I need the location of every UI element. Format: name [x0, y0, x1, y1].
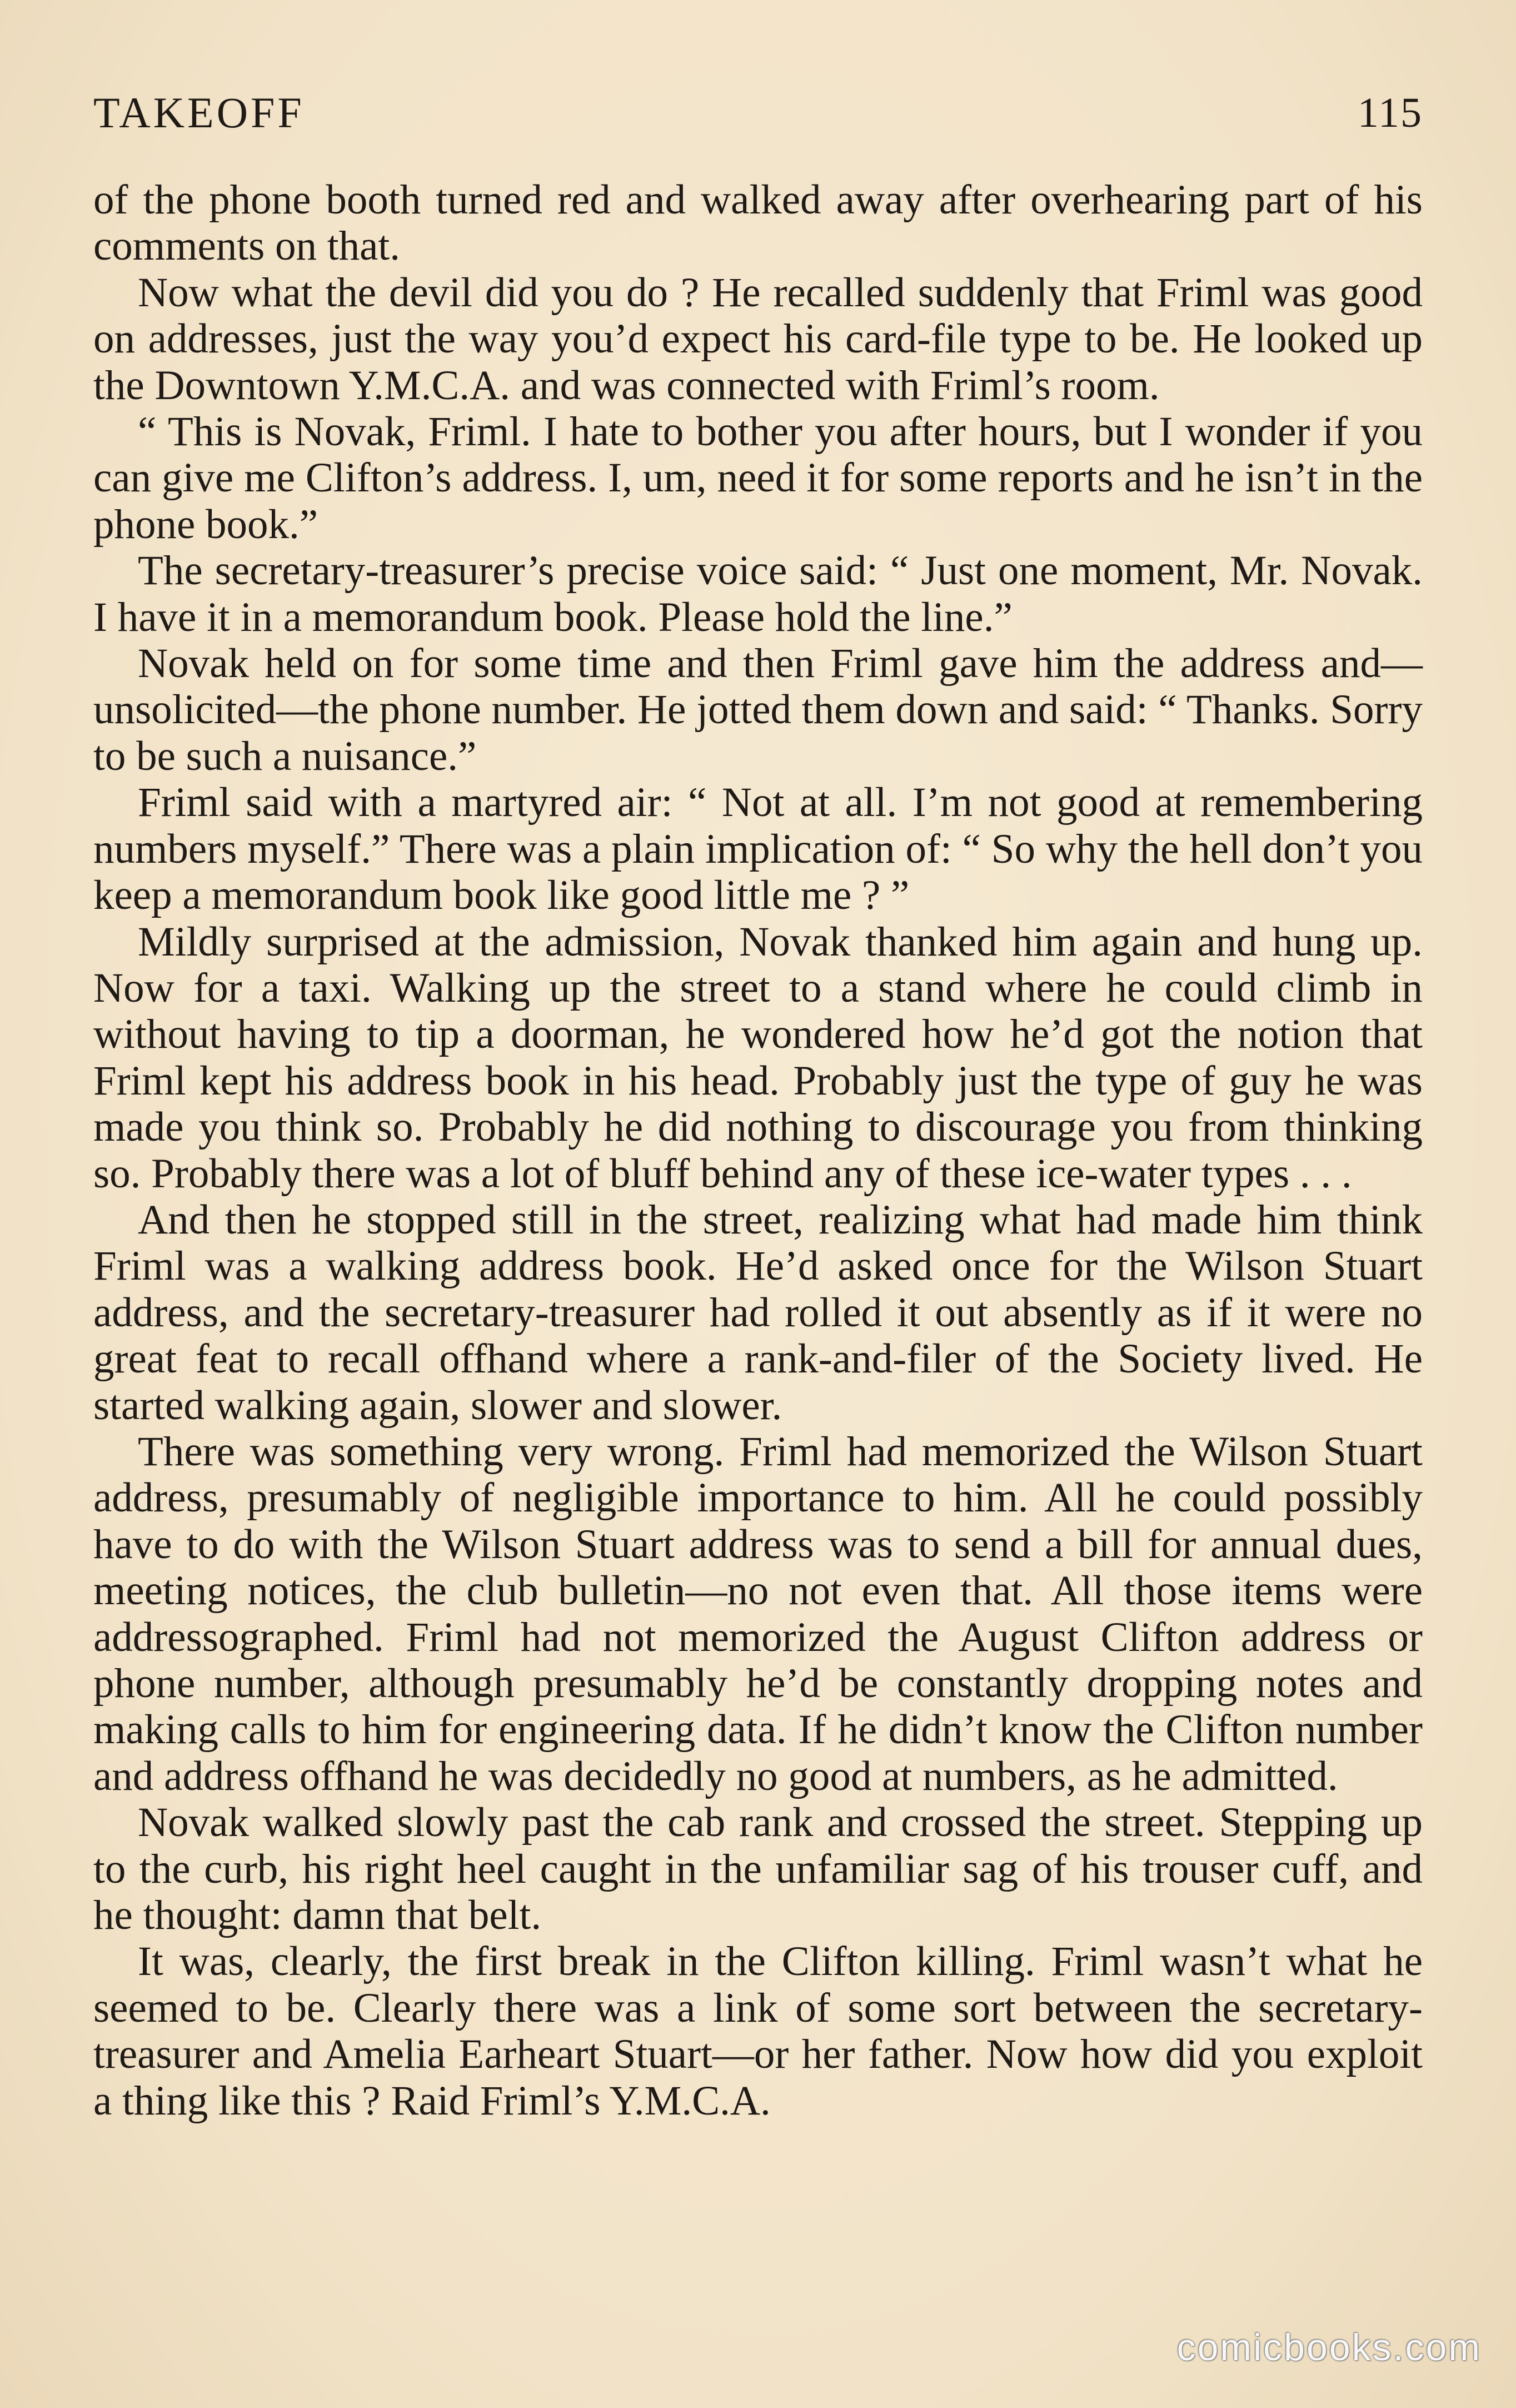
paragraph: of the phone booth turned red and walked away after overhearing part of his comments on that. — [93, 177, 1423, 270]
paragraph: And then he stopped still in the street, realizing what had made him think Friml was a walking address book. He’d asked once for the Wilson Stuart address, and the secretary-treasurer had rolled it out absently as if it were no great feat to recall offhand where a rank-and-filer of the Society lived. He started walking again, slower and slower. — [93, 1196, 1423, 1429]
paragraph: Now what the devil did you do ? He recalled suddenly that Friml was good on addresses, just the way you’d expect his card-file type to be. He looked up the Downtown Y.M.C.A. and was connected with Friml’s room. — [93, 269, 1423, 409]
paragraph: Novak held on for some time and then Friml gave him the address and—unsolicited—the phone number. He jotted them down and said: “ Thanks. Sorry to be such a nuisance.” — [93, 640, 1423, 779]
text-body — [93, 177, 1423, 2124]
paragraph: Mildly surprised at the admission, Novak thanked him again and hung up. Now for a taxi. Walking up the street to a stand where he could climb in without having to tip a doorman, he wondered how he’d got the notion that Friml kept his address book in his head. Probably just the type of guy he was made you think so. Probably he did nothing to discourage you from thinking so. Probably there was a lot of bluff behind any of these ice-water types . . . — [93, 918, 1423, 1197]
paragraph: Friml said with a martyred air: “ Not at all. I’m not good at remembering numbers myself.” There was a plain implication of: “ So why the hell don’t you keep a memorandum book like good little me ? ” — [93, 779, 1423, 919]
paragraph: It was, clearly, the first break in the Clifton killing. Friml wasn’t what he seemed to be. Clearly there was a link of some sort between the secretary-treasurer and Amelia Earheart Stuart—or her father. Now how did you exploit a thing like this ? Raid Friml’s Y.M.C.A. — [93, 1938, 1423, 2124]
running-title: TAKEOFF — [93, 88, 305, 137]
paragraph: Novak walked slowly past the cab rank and crossed the street. Stepping up to the curb, his right heel caught in the unfamiliar sag of his trouser cuff, and he thought: damn that belt. — [93, 1799, 1423, 1939]
page-number: 115 — [1357, 89, 1423, 136]
watermark: comicbooks.com — [1176, 2326, 1482, 2369]
paragraph: The secretary-treasurer’s precise voice said: “ Just one moment, Mr. Novak. I have it in a memorandum book. Please hold the line.” — [93, 548, 1423, 640]
running-head — [93, 82, 1423, 143]
paragraph: “ This is Novak, Friml. I hate to bother you after hours, but I wonder if you can give me Clifton’s address. I, um, need it for some reports and he isn’t in the phone book.” — [93, 409, 1423, 548]
paragraph: There was something very wrong. Friml had memorized the Wilson Stuart address, presumably of negligible importance to him. All he could possibly have to do with the Wilson Stuart address was to send a bill for annual dues, meeting notices, the club bulletin—no not even that. All those items were addressographed. Friml had not memorized the August Clifton address or phone number, although presumably he’d be constantly dropping notes and making calls to him for engineering data. If he didn’t know the Clifton number and address offhand he was decidedly no good at numbers, as he admitted. — [93, 1428, 1423, 1799]
